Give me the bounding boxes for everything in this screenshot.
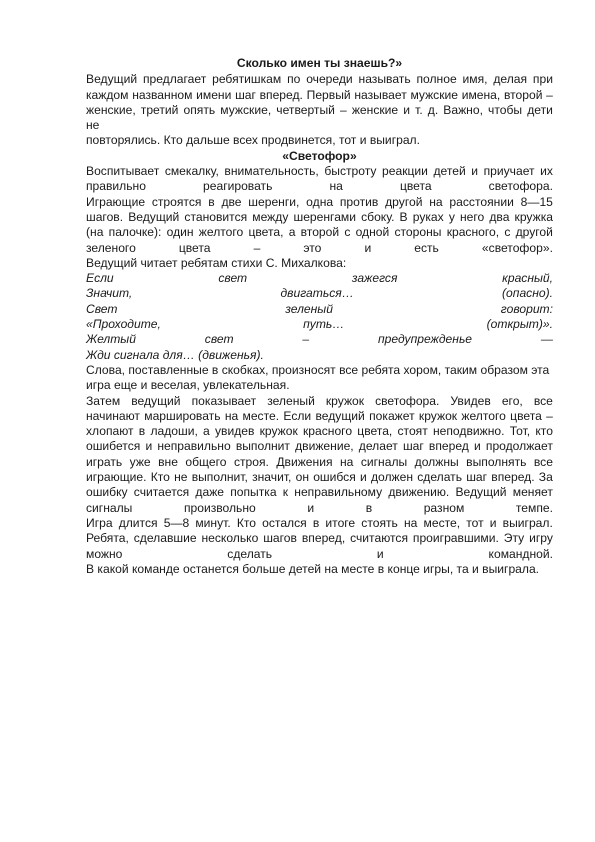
text-line bbox=[86, 409, 553, 424]
word: вперед. bbox=[259, 87, 303, 102]
word: стоять bbox=[361, 515, 398, 530]
word: ребятишкам bbox=[212, 72, 282, 87]
word: светофора. bbox=[488, 179, 553, 194]
word: даже bbox=[195, 485, 225, 500]
word: делает bbox=[358, 439, 398, 454]
word: шеренгами bbox=[293, 209, 356, 224]
word: против bbox=[339, 194, 379, 209]
word: второй bbox=[503, 87, 543, 102]
word: вперед bbox=[428, 439, 469, 454]
word: четвертый bbox=[276, 102, 335, 117]
word: детей bbox=[433, 164, 466, 179]
word: а bbox=[203, 424, 210, 439]
word: (опасно). bbox=[502, 286, 553, 301]
word: предупрежденье bbox=[378, 332, 473, 347]
text-line bbox=[86, 455, 553, 470]
word: стоят bbox=[397, 424, 428, 439]
word: и bbox=[489, 515, 497, 530]
word: сигналы bbox=[360, 454, 408, 469]
word: имена, bbox=[461, 87, 501, 102]
word: мужские bbox=[410, 87, 458, 102]
word: месте. bbox=[242, 408, 280, 423]
word: увидев bbox=[214, 424, 255, 439]
text-line bbox=[86, 241, 553, 256]
word: а bbox=[288, 225, 296, 240]
word: тот bbox=[466, 515, 484, 530]
word: попытка bbox=[230, 485, 277, 500]
word: выполнит, bbox=[191, 470, 248, 485]
word: в bbox=[365, 500, 373, 515]
word: – bbox=[546, 408, 553, 423]
word: выполнять bbox=[466, 454, 527, 469]
word: путь… bbox=[303, 317, 345, 332]
word: желтого bbox=[461, 408, 506, 423]
word: быстроту bbox=[324, 164, 377, 179]
word: выиграл. bbox=[502, 515, 553, 530]
word: называть bbox=[358, 72, 411, 87]
word: остался bbox=[262, 515, 307, 530]
text-line bbox=[86, 424, 553, 439]
word: другой bbox=[385, 194, 423, 209]
word: Воспитывает bbox=[86, 164, 160, 179]
text-line bbox=[86, 485, 553, 500]
text-line bbox=[86, 547, 553, 562]
poem-block bbox=[86, 271, 553, 363]
word: называет bbox=[354, 87, 407, 102]
word: – bbox=[302, 332, 310, 347]
word: светофора. bbox=[375, 393, 440, 408]
word: по bbox=[287, 72, 301, 87]
word: произвольно bbox=[183, 500, 256, 515]
word: внимательность, bbox=[224, 164, 319, 179]
word: все bbox=[533, 454, 553, 469]
word: длится bbox=[118, 515, 158, 530]
word: на bbox=[329, 179, 343, 194]
word: сделать bbox=[417, 470, 463, 485]
word: дети bbox=[527, 102, 553, 117]
word: сделавшие bbox=[133, 531, 197, 546]
word: в bbox=[138, 424, 146, 439]
word: второй bbox=[300, 225, 340, 240]
word: на bbox=[224, 408, 239, 423]
word: игру bbox=[529, 531, 553, 546]
word: зеленого bbox=[86, 240, 136, 255]
word: две bbox=[221, 194, 242, 209]
word: полное bbox=[416, 72, 457, 87]
word: проигравшими. bbox=[412, 531, 499, 546]
word: Значит, bbox=[86, 286, 133, 301]
word: он bbox=[295, 470, 309, 485]
word: цвета bbox=[510, 408, 542, 423]
word: Увидев bbox=[450, 393, 491, 408]
text-line: повторялись. Кто дальше всех продвинется, тот и выиграл. bbox=[86, 133, 420, 148]
word: цвета, bbox=[248, 225, 284, 240]
word: (на bbox=[86, 225, 104, 240]
word: зеленый bbox=[285, 301, 333, 316]
word: неподвижно. bbox=[432, 424, 505, 439]
word: – bbox=[546, 87, 553, 102]
word: красного bbox=[302, 424, 353, 439]
word: месте, bbox=[423, 515, 461, 530]
text-line bbox=[86, 179, 553, 194]
word: итоге bbox=[325, 515, 356, 530]
word: «светофор». bbox=[481, 240, 553, 255]
word: и bbox=[474, 439, 481, 454]
word: их bbox=[540, 164, 553, 179]
word: движению. bbox=[388, 485, 450, 500]
word: неправильному bbox=[294, 485, 383, 500]
poem-line: Жди сигнала для… (движенья). bbox=[86, 347, 264, 362]
word: два bbox=[489, 209, 510, 224]
word: 8—15 bbox=[520, 194, 553, 209]
word: Тот, bbox=[509, 424, 531, 439]
text-line bbox=[86, 210, 553, 225]
text-line bbox=[86, 195, 553, 210]
word: не bbox=[174, 470, 188, 485]
word: стороны bbox=[394, 225, 442, 240]
word: Ведущий bbox=[455, 485, 507, 500]
word: говорит: bbox=[500, 301, 553, 316]
word: третий bbox=[140, 102, 179, 117]
word: меняет bbox=[512, 485, 553, 500]
text-line bbox=[86, 470, 553, 485]
word: начинают bbox=[86, 408, 140, 423]
word: Эту bbox=[503, 531, 525, 546]
word: одна bbox=[306, 194, 334, 209]
word: ошибку bbox=[86, 485, 128, 500]
word: движение, bbox=[295, 439, 354, 454]
word: Желтый bbox=[86, 332, 136, 347]
word: приучает bbox=[483, 164, 535, 179]
word: женские, bbox=[86, 102, 136, 117]
word: один bbox=[166, 225, 194, 240]
word: сигналы bbox=[86, 500, 133, 515]
word: покажет bbox=[369, 408, 415, 423]
word: играть bbox=[86, 454, 123, 469]
word: другой bbox=[515, 225, 553, 240]
word: должны bbox=[414, 454, 459, 469]
word: ладоши, bbox=[150, 424, 198, 439]
word: названном bbox=[132, 87, 193, 102]
word: с bbox=[344, 225, 351, 240]
word: разном bbox=[423, 500, 465, 515]
word: сбоку. bbox=[361, 209, 395, 224]
word: цвета bbox=[399, 179, 432, 194]
word: выполнит bbox=[235, 439, 290, 454]
word: Игра bbox=[86, 515, 113, 530]
word: красный, bbox=[502, 271, 553, 286]
word: — bbox=[540, 332, 553, 347]
word: 5—8 bbox=[163, 515, 190, 530]
word: считается bbox=[133, 485, 190, 500]
word: кружок bbox=[259, 424, 298, 439]
word: зеленый bbox=[267, 393, 315, 408]
word: показывает bbox=[191, 393, 257, 408]
word: его, bbox=[501, 393, 523, 408]
word: «Проходите, bbox=[86, 317, 161, 332]
word: на bbox=[339, 454, 354, 469]
poem-line bbox=[86, 302, 553, 317]
word: желтого bbox=[198, 225, 244, 240]
word: ведущий bbox=[131, 393, 181, 408]
section-title-traffic-light: «Светофор» bbox=[282, 148, 357, 163]
word: д. bbox=[427, 102, 439, 117]
text-line: Ведущий читает ребятам стихи С. Михалкова: bbox=[86, 255, 347, 270]
poem-line bbox=[86, 271, 553, 286]
word: Ведущий bbox=[128, 209, 180, 224]
word: свет bbox=[218, 271, 248, 286]
word: это bbox=[303, 240, 322, 255]
word: опять bbox=[183, 102, 216, 117]
word: шаг bbox=[466, 470, 488, 485]
word: вне bbox=[158, 454, 178, 469]
word: между bbox=[252, 209, 289, 224]
word: свет bbox=[204, 332, 234, 347]
text-line bbox=[86, 88, 553, 103]
word: на bbox=[404, 515, 418, 530]
word: и bbox=[364, 240, 372, 255]
word: Первый bbox=[306, 87, 351, 102]
word: и bbox=[145, 439, 153, 454]
word: темпе. bbox=[515, 500, 553, 515]
word: все bbox=[533, 393, 553, 408]
text-line bbox=[86, 439, 553, 454]
word: очереди bbox=[306, 72, 353, 87]
word: делая bbox=[493, 72, 528, 87]
word: минут. bbox=[195, 515, 231, 530]
word: в bbox=[312, 515, 320, 530]
word: при bbox=[532, 72, 553, 87]
text-line: Слова, поставленные в скобках, произносят все ребята хором, таким образом эта bbox=[86, 362, 550, 377]
word: уже bbox=[129, 454, 151, 469]
word: считаются bbox=[350, 531, 408, 546]
section-body-traffic-light bbox=[86, 164, 553, 577]
word: общего bbox=[185, 454, 227, 469]
word: имени bbox=[196, 87, 232, 102]
word: цвета bbox=[178, 240, 211, 255]
word: строя. bbox=[233, 454, 269, 469]
word: (открыт)». bbox=[486, 317, 553, 332]
word: – bbox=[253, 240, 261, 255]
word: чтобы bbox=[488, 102, 523, 117]
word: смекалку, bbox=[164, 164, 219, 179]
word: на bbox=[429, 194, 443, 209]
word: правильно bbox=[86, 179, 146, 194]
word: неправильно bbox=[157, 439, 231, 454]
word: руках bbox=[412, 209, 444, 224]
word: вперед, bbox=[301, 531, 346, 546]
word: женские bbox=[351, 102, 399, 117]
text-line: В какой команде останется больше детей на месте в конце игры, та и выиграла. bbox=[86, 561, 540, 576]
section-title-names: Сколько имен ты знаешь?» bbox=[236, 56, 403, 70]
word: шаг bbox=[402, 439, 424, 454]
word: Кто bbox=[236, 515, 257, 530]
word: цвета, bbox=[357, 424, 393, 439]
word: кружок bbox=[325, 393, 365, 408]
word: реагировать bbox=[203, 179, 273, 194]
word: двигаться… bbox=[280, 286, 354, 301]
word: и bbox=[376, 546, 384, 561]
word: у bbox=[448, 209, 455, 224]
word: и bbox=[471, 164, 479, 179]
word: Свет bbox=[86, 301, 118, 316]
word: и bbox=[307, 500, 315, 515]
word: кружка bbox=[514, 209, 553, 224]
word: кто bbox=[535, 424, 553, 439]
word: Затем bbox=[86, 393, 121, 408]
word: – bbox=[340, 102, 347, 117]
text-line: игра еще и веселая, увлекательная. bbox=[86, 378, 290, 393]
document-page bbox=[86, 56, 553, 577]
word: можно bbox=[86, 546, 123, 561]
word: сделать bbox=[227, 546, 273, 561]
word: палочке): bbox=[108, 225, 162, 240]
word: Важно, bbox=[443, 102, 483, 117]
word: каждом bbox=[86, 87, 129, 102]
word: реакции bbox=[382, 164, 428, 179]
word: Если bbox=[283, 408, 312, 423]
word: шеренги, bbox=[248, 194, 300, 209]
word: Движения bbox=[276, 454, 333, 469]
word: т. bbox=[415, 102, 423, 117]
word: ошибся bbox=[313, 470, 356, 485]
word: и bbox=[359, 470, 367, 485]
word: мужские, bbox=[220, 102, 272, 117]
word: должен bbox=[370, 470, 414, 485]
text-line bbox=[86, 164, 553, 179]
text-line bbox=[86, 225, 553, 240]
word: продолжает bbox=[485, 439, 553, 454]
word: в bbox=[208, 194, 215, 209]
word: вперед. bbox=[491, 470, 535, 485]
word: ошибется bbox=[86, 439, 141, 454]
word: Ведущий bbox=[86, 72, 138, 87]
poem-line bbox=[86, 286, 553, 301]
text-line: не bbox=[86, 118, 100, 133]
text-line bbox=[86, 516, 553, 531]
text-line bbox=[86, 394, 553, 409]
word: красного, bbox=[446, 225, 500, 240]
word: играющие. bbox=[86, 470, 147, 485]
word: шагов. bbox=[86, 209, 124, 224]
text-line bbox=[86, 501, 553, 516]
word: Кто bbox=[150, 470, 170, 485]
word: За bbox=[538, 470, 553, 485]
word: Ребята, bbox=[86, 531, 129, 546]
word: одной bbox=[355, 225, 390, 240]
word: и bbox=[403, 102, 411, 117]
text-line bbox=[86, 531, 553, 546]
word: к bbox=[282, 485, 289, 500]
word: строятся bbox=[151, 194, 202, 209]
word: расстоянии bbox=[449, 194, 514, 209]
word: В bbox=[399, 209, 408, 224]
word: становится bbox=[184, 209, 248, 224]
word: зажегся bbox=[351, 271, 398, 286]
word: с bbox=[504, 225, 511, 240]
word: Если bbox=[86, 271, 114, 286]
word: хлопают bbox=[86, 424, 134, 439]
section-body-names bbox=[86, 72, 553, 148]
word: него bbox=[459, 209, 485, 224]
word: кружок bbox=[418, 408, 458, 423]
word: есть bbox=[414, 240, 439, 255]
poem-line bbox=[86, 332, 553, 347]
word: командной. bbox=[488, 546, 553, 561]
word: шаг bbox=[235, 87, 256, 102]
word: предлагает bbox=[142, 72, 207, 87]
poem-line bbox=[86, 317, 553, 332]
word: значит, bbox=[252, 470, 292, 485]
word: имя, bbox=[462, 72, 488, 87]
word: шагов bbox=[263, 531, 297, 546]
word: ведущий bbox=[315, 408, 365, 423]
word: маршировать bbox=[144, 408, 221, 423]
word: несколько bbox=[201, 531, 259, 546]
text-line bbox=[86, 103, 553, 118]
text-line bbox=[86, 72, 553, 87]
word: Играющие bbox=[86, 194, 146, 209]
